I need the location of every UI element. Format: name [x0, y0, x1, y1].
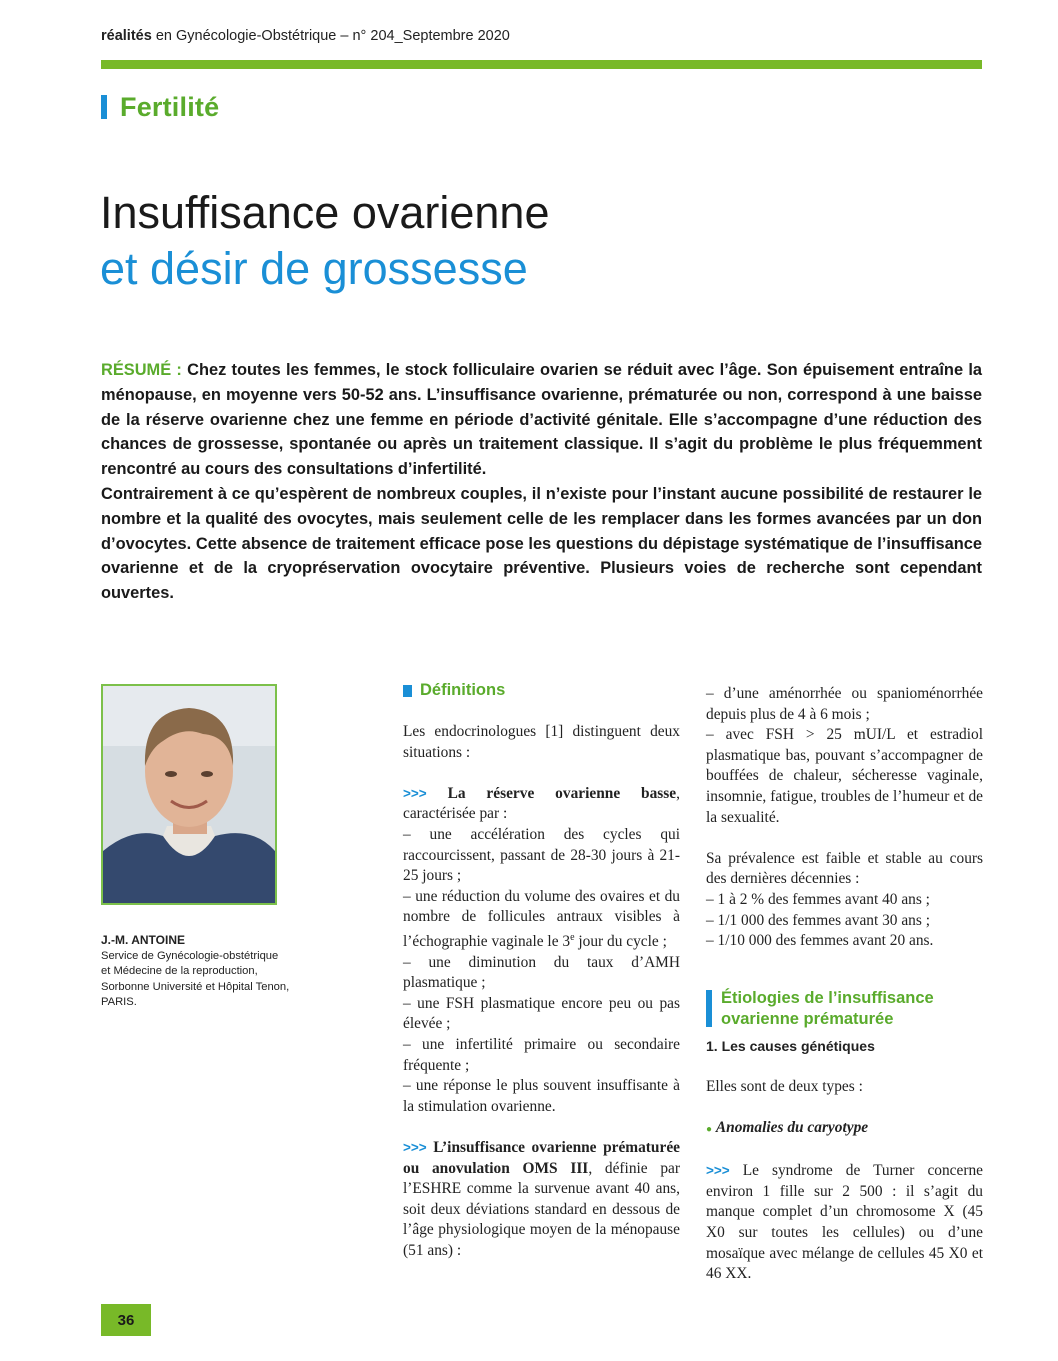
list-item [403, 887, 680, 953]
etiologies-heading [706, 988, 934, 1030]
rob-lead [403, 784, 680, 825]
turner-text: Le syndrome de Turner concerne environ 1 fille sur 2 500 : il s’agit du manque complet d’un chromosome X (45 X0 sur toutes les cellules) ou d’une mosaïque avec mélange de cellules 45 X0 et 46 XX. [706, 1162, 983, 1283]
list-item-text: – une réduction du volume des ovaires et du nombre de follicules antraux visibles à l’échographie vaginale le 3 [403, 887, 680, 951]
header-rule [101, 60, 982, 69]
list-item: – 1/1 000 des femmes avant 30 ans ; [706, 911, 930, 929]
author-affiliation-4: PARIS. [101, 996, 137, 1009]
author-name: J.-M. ANTOINE [101, 933, 186, 947]
author-affiliation-1: Service de Gynécologie-obstétrique [101, 949, 279, 962]
list-item: – avec FSH > 25 mUI/L et estradiol plasmatique bas, pouvant s’accompagner de bouffées de chaleur, sécheresse vaginale, insomnie, fatigue, troubles de l’humeur et de la sexualité. [706, 726, 983, 826]
prevalence-text: Sa prévalence est faible et stable au cours des dernières décennies : [706, 849, 983, 888]
iop-title: L’insuffisance ovarienne prématurée ou anovulation OMS III [403, 1139, 680, 1177]
article-title-line2: et désir de grossesse [100, 243, 528, 294]
superscript: e [570, 931, 575, 943]
list-item: – une infertilité primaire ou secondaire fréquente ; [403, 1036, 680, 1074]
rob-rest: , caractérisée par : [403, 784, 680, 823]
definitions-intro: Les endocrinologues [1] distinguent deux situations : [403, 723, 680, 761]
iop-rest: , définie par l’ESHRE comme la survenue avant 40 ans, soit deux déviations standard en dessous de l’âge physiologique moyen de la ménopause (51 ans) : [403, 1159, 680, 1259]
abstract-label: RÉSUMÉ : [101, 361, 182, 379]
list-item-end: jour du cycle ; [574, 933, 667, 951]
list-item: – 1/10 000 des femmes avant 20 ans. [706, 932, 934, 950]
column-1 [403, 722, 680, 1262]
arrows-marker: >>> [706, 1163, 730, 1179]
heading-marker [706, 990, 712, 1027]
list-item: – une réponse le plus souvent insuffisante à la stimulation ovarienne. [403, 1077, 680, 1115]
list-item: – 1 à 2 % des femmes avant 40 ans ; [706, 890, 930, 908]
section-label: Fertilité [120, 91, 220, 122]
list-item: – une FSH plasmatique encore peu ou pas élevée ; [403, 994, 680, 1033]
bullet-dot-icon: ● [706, 1124, 713, 1136]
abstract [101, 358, 982, 606]
definitions-heading-text: Définitions [420, 681, 506, 699]
column-2 [706, 684, 983, 1285]
list-item: – une accélération des cycles qui raccourcissent, passant de 28-30 jours à 21-25 jours ; [403, 825, 680, 885]
running-head [101, 28, 510, 44]
list-item: – d’une aménorrhée ou spanioménorrhée depuis plus de 4 à 6 mois ; [706, 685, 983, 723]
rob-title: La réserve ovarienne basse [447, 784, 677, 802]
iop-lead [403, 1138, 680, 1262]
section-marker [101, 95, 107, 119]
causes-heading: 1. Les causes génétiques [706, 1037, 875, 1054]
heading-marker [403, 685, 412, 697]
arrows-marker: >>> [403, 1140, 427, 1155]
journal-issue: en Gynécologie-Obstétrique – n° 204_Septembre 2020 [151, 28, 510, 44]
page-number: 36 [101, 1304, 151, 1336]
author-photo [101, 684, 277, 905]
abstract-para2: Contrairement à ce qu’espèrent de nombreux couples, il n’existe pour l’instant aucune possibilité de restaurer le nombre et la qualité des ovocytes, mais seulement celle de les remplacer dans les formes avancées par un don d’ovocytes. Cette absence de traitement efficace pose les questions du dépistage systématique de l’insuffisance ovarienne et de la cryopréservation ovocytaire préventive. Plusieurs voies de recherche sont cependant ouvertes. [101, 484, 982, 603]
list-item: – une diminution du taux d’AMH plasmatique ; [403, 953, 680, 992]
section-tag [101, 92, 219, 122]
abstract-text1: Chez toutes les femmes, le stock folliculaire ovarien se réduit avec l’âge. Son épuisement entraîne la ménopause, en moyenne vers 50-52 ans. L’insuffisance ovarienne, prématurée ou non, correspond à une baisse de la réserve ovarienne chez une femme en période d’activité génitale. Elle s’accompagne d’une réduction des chances de grossesse, spontanée ou après un traitement classique. Il s’agit du problème le plus fréquemment rencontré au cours des consultations d’infertilité. [101, 361, 982, 479]
article-title-line1: Insuffisance ovarienne [100, 187, 550, 238]
author-affiliation-3: Sorbonne Université et Hôpital Tenon, [101, 980, 290, 993]
caryotype-text: Anomalies du caryotype [715, 1119, 869, 1137]
caryotype-heading [706, 1118, 983, 1141]
author-affiliation-2: et Médecine de la reproduction, [101, 965, 258, 978]
abstract-para1 [101, 358, 982, 482]
etiologies-heading-line2: ovarienne prématurée [721, 1010, 894, 1028]
journal-brand: réalités [101, 28, 152, 44]
author-block [101, 933, 331, 1011]
arrows-marker: >>> [403, 785, 427, 801]
turner-paragraph [706, 1161, 983, 1285]
definitions-heading [403, 681, 505, 700]
etiologies-heading-line1: Étiologies de l’insuffisance [721, 989, 934, 1007]
types-text: Elles sont de deux types : [706, 1077, 863, 1095]
